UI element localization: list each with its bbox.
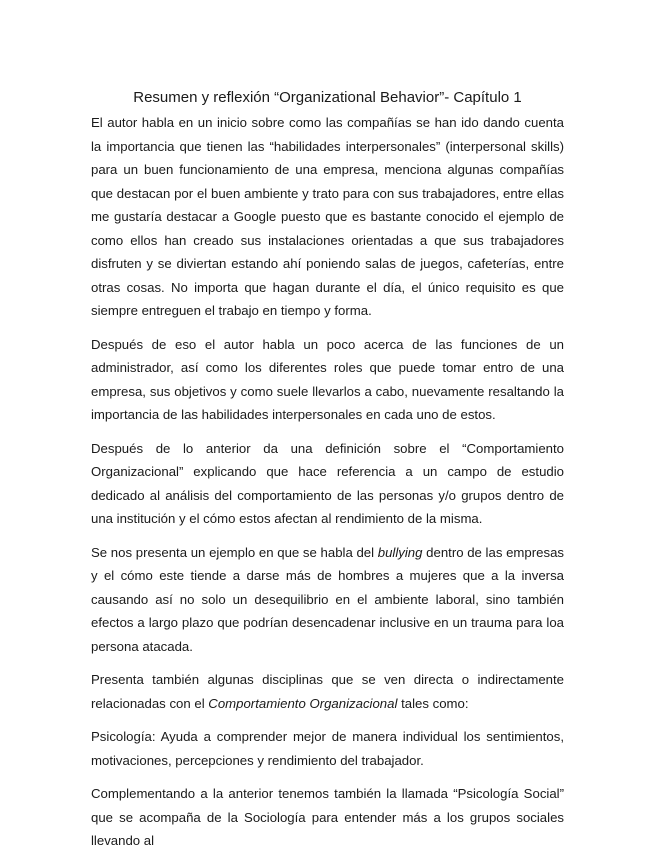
emphasis-organizational-behavior: Comportamiento Organizacional bbox=[208, 695, 398, 711]
paragraph-definition: Después de lo anterior da una definición sobre el “Comportamiento Organizacional” explicando que hace referencia a un campo de estudio dedicado al análisis del comportamiento de las personas y/o grupos dentro de una institución y el cómo estos afectan al rendimiento de la misma. bbox=[91, 440, 564, 526]
paragraph-disciplines bbox=[91, 668, 564, 715]
paragraph-disciplines-text-after: tales como: bbox=[397, 695, 469, 711]
paragraph-social-psychology: Complementando a la anterior tenemos también la llamada “Psicología Social” que se acompaña de la Sociología para entender más a los grupos sociales llevando al bbox=[91, 786, 564, 848]
paragraph-bullying-text-before: Se nos presenta un ejemplo en que se habla del bbox=[91, 544, 378, 560]
paragraph-introduction: El autor habla en un inicio sobre como las compañías se han ido dando cuenta la importancia que tienen las “habilidades interpersonales” (interpersonal skills) para un buen funcionamiento de una empresa, menciona algunas compañías que destacan por el buen ambiente y trato para con sus trabajadores, entre ellas me gustaría destacar a Google puesto que es bastante conocido el ejemplo de como ellos han creado sus instalaciones orientadas a que sus trabajadores disfruten y se diviertan estando ahí poniendo salas de juegos, cafeterías, entre otras cosas. No importa que hagan durante el día, el único requisito es que siempre entreguen el trabajo en tiempo y forma. bbox=[91, 115, 564, 318]
paragraph-disciplines-text-before: Presenta también algunas disciplinas que se ven directa o indirectamente relacionadas con el bbox=[91, 672, 564, 711]
paragraph-bullying-example bbox=[91, 541, 564, 659]
document-body bbox=[91, 111, 564, 863]
paragraph-administrator-functions: Después de eso el autor habla un poco acerca de las funciones de un administrador, así como los diferentes roles que puede tomar entro de una empresa, sus objetivos y como suele llevarlos a cabo, nuevamente resaltando la importancia de las habilidades interpersonales en cada uno de estos. bbox=[91, 336, 564, 422]
page-title: Resumen y reflexión “Organizational Behavior”- Capítulo 1 bbox=[133, 89, 522, 106]
paragraph-psychology: Psicología: Ayuda a comprender mejor de manera individual los sentimientos, motivaciones, percepciones y rendimiento del trabajador. bbox=[91, 729, 564, 768]
emphasis-bullying: bullying bbox=[377, 544, 423, 560]
paragraph-bullying-text-after: dentro de las empresas y el cómo este tiende a darse más de hombres a mujeres que a la inversa causando así no solo un desequilibrio en el ambiente laboral, sino también efectos a largo plazo que podrían desencadenar inclusive en un trauma para loa persona atacada. bbox=[91, 544, 564, 654]
